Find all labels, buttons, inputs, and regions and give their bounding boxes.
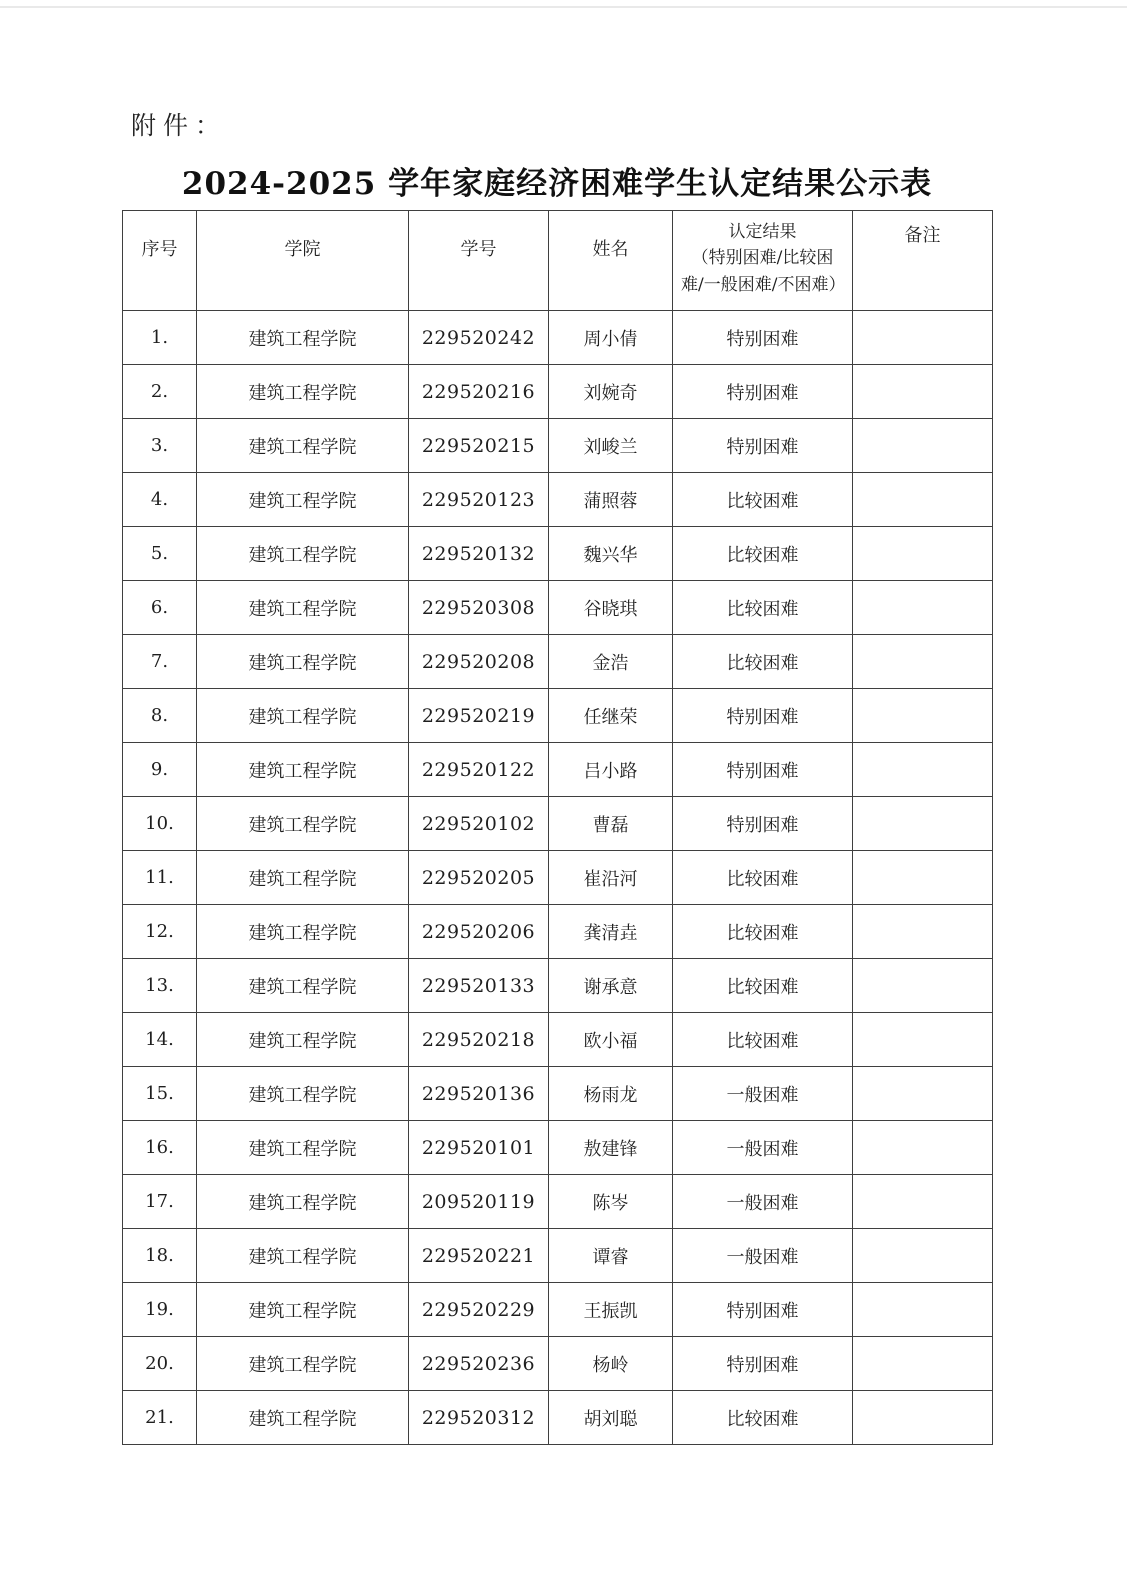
college-cell: 建筑工程学院 bbox=[197, 473, 409, 527]
row-number-cell: 7. bbox=[123, 635, 197, 689]
table-row bbox=[123, 1283, 993, 1337]
remark-cell bbox=[853, 1067, 993, 1121]
name-cell: 曹磊 bbox=[549, 797, 673, 851]
table-row bbox=[123, 311, 993, 365]
student-id-cell: 229520221 bbox=[409, 1229, 549, 1283]
remark-cell bbox=[853, 581, 993, 635]
remark-cell bbox=[853, 635, 993, 689]
student-id-cell: 229520133 bbox=[409, 959, 549, 1013]
header-row bbox=[123, 211, 993, 311]
row-number-cell: 3. bbox=[123, 419, 197, 473]
table-row bbox=[123, 905, 993, 959]
row-number-cell: 9. bbox=[123, 743, 197, 797]
student-id-cell: 229520312 bbox=[409, 1391, 549, 1445]
student-id-cell: 229520132 bbox=[409, 527, 549, 581]
name-cell: 魏兴华 bbox=[549, 527, 673, 581]
header-college: 学院 bbox=[197, 211, 409, 311]
name-cell: 金浩 bbox=[549, 635, 673, 689]
table-row bbox=[123, 959, 993, 1013]
table-row bbox=[123, 743, 993, 797]
student-id-cell: 229520102 bbox=[409, 797, 549, 851]
college-cell: 建筑工程学院 bbox=[197, 1283, 409, 1337]
row-number-cell: 2. bbox=[123, 365, 197, 419]
page-title: 2024-2025 学年家庭经济困难学生认定结果公示表 bbox=[181, 166, 933, 202]
result-cell: 比较困难 bbox=[673, 581, 853, 635]
college-cell: 建筑工程学院 bbox=[197, 1229, 409, 1283]
student-id-cell: 229520208 bbox=[409, 635, 549, 689]
college-cell: 建筑工程学院 bbox=[197, 527, 409, 581]
college-cell: 建筑工程学院 bbox=[197, 1067, 409, 1121]
college-cell: 建筑工程学院 bbox=[197, 1337, 409, 1391]
remark-cell bbox=[853, 311, 993, 365]
remark-cell bbox=[853, 1175, 993, 1229]
name-cell: 谷晓琪 bbox=[549, 581, 673, 635]
remark-cell bbox=[853, 1121, 993, 1175]
row-number-cell: 16. bbox=[123, 1121, 197, 1175]
result-cell: 比较困难 bbox=[673, 1391, 853, 1445]
row-number-cell: 1. bbox=[123, 311, 197, 365]
row-number-cell: 21. bbox=[123, 1391, 197, 1445]
row-number-cell: 17. bbox=[123, 1175, 197, 1229]
remark-cell bbox=[853, 1391, 993, 1445]
student-id-cell: 229520122 bbox=[409, 743, 549, 797]
name-cell: 谢承意 bbox=[549, 959, 673, 1013]
table-row bbox=[123, 1391, 993, 1445]
result-cell: 一般困难 bbox=[673, 1175, 853, 1229]
result-cell: 一般困难 bbox=[673, 1229, 853, 1283]
remark-cell bbox=[853, 1337, 993, 1391]
remark-cell bbox=[853, 851, 993, 905]
row-number-cell: 13. bbox=[123, 959, 197, 1013]
name-cell: 吕小路 bbox=[549, 743, 673, 797]
row-number-cell: 6. bbox=[123, 581, 197, 635]
result-cell: 特别困难 bbox=[673, 689, 853, 743]
remark-cell bbox=[853, 905, 993, 959]
table-row bbox=[123, 1121, 993, 1175]
remark-cell bbox=[853, 527, 993, 581]
name-cell: 崔沿河 bbox=[549, 851, 673, 905]
result-cell: 特别困难 bbox=[673, 797, 853, 851]
table-row bbox=[123, 527, 993, 581]
college-cell: 建筑工程学院 bbox=[197, 689, 409, 743]
row-number-cell: 18. bbox=[123, 1229, 197, 1283]
table-row bbox=[123, 365, 993, 419]
college-cell: 建筑工程学院 bbox=[197, 905, 409, 959]
header-result bbox=[673, 211, 853, 311]
header-result-line2: （特别困难/比较困难/一般困难/不困难） bbox=[681, 248, 846, 295]
remark-cell bbox=[853, 365, 993, 419]
result-cell: 特别困难 bbox=[673, 365, 853, 419]
row-number-cell: 15. bbox=[123, 1067, 197, 1121]
results-table bbox=[122, 210, 993, 1445]
student-id-cell: 229520236 bbox=[409, 1337, 549, 1391]
name-cell: 杨雨龙 bbox=[549, 1067, 673, 1121]
table-row bbox=[123, 635, 993, 689]
result-cell: 比较困难 bbox=[673, 959, 853, 1013]
student-id-cell: 229520218 bbox=[409, 1013, 549, 1067]
college-cell: 建筑工程学院 bbox=[197, 1121, 409, 1175]
table-row bbox=[123, 689, 993, 743]
result-cell: 比较困难 bbox=[673, 851, 853, 905]
result-cell: 比较困难 bbox=[673, 1013, 853, 1067]
student-id-cell: 229520205 bbox=[409, 851, 549, 905]
remark-cell bbox=[853, 797, 993, 851]
college-cell: 建筑工程学院 bbox=[197, 959, 409, 1013]
college-cell: 建筑工程学院 bbox=[197, 1013, 409, 1067]
college-cell: 建筑工程学院 bbox=[197, 851, 409, 905]
result-cell: 一般困难 bbox=[673, 1121, 853, 1175]
table-row bbox=[123, 1067, 993, 1121]
result-cell: 一般困难 bbox=[673, 1067, 853, 1121]
name-cell: 欧小福 bbox=[549, 1013, 673, 1067]
header-remark: 备注 bbox=[853, 211, 993, 311]
name-cell: 胡刘聪 bbox=[549, 1391, 673, 1445]
student-id-cell: 229520308 bbox=[409, 581, 549, 635]
college-cell: 建筑工程学院 bbox=[197, 1391, 409, 1445]
name-cell: 刘婉奇 bbox=[549, 365, 673, 419]
remark-cell bbox=[853, 419, 993, 473]
header-name: 姓名 bbox=[549, 211, 673, 311]
result-cell: 特别困难 bbox=[673, 1337, 853, 1391]
row-number-cell: 20. bbox=[123, 1337, 197, 1391]
header-no: 序号 bbox=[123, 211, 197, 311]
name-cell: 王振凯 bbox=[549, 1283, 673, 1337]
name-cell: 周小倩 bbox=[549, 311, 673, 365]
remark-cell bbox=[853, 1283, 993, 1337]
header-result-line1: 认定结果 bbox=[728, 222, 797, 242]
remark-cell bbox=[853, 1013, 993, 1067]
attachment-label: 附件： bbox=[131, 111, 228, 140]
table-row bbox=[123, 797, 993, 851]
college-cell: 建筑工程学院 bbox=[197, 743, 409, 797]
student-id-cell: 229520101 bbox=[409, 1121, 549, 1175]
student-id-cell: 229520219 bbox=[409, 689, 549, 743]
result-cell: 比较困难 bbox=[673, 905, 853, 959]
table-row bbox=[123, 473, 993, 527]
name-cell: 陈岑 bbox=[549, 1175, 673, 1229]
remark-cell bbox=[853, 743, 993, 797]
student-id-cell: 229520206 bbox=[409, 905, 549, 959]
table-row bbox=[123, 1175, 993, 1229]
college-cell: 建筑工程学院 bbox=[197, 797, 409, 851]
remark-cell bbox=[853, 473, 993, 527]
table-row bbox=[123, 1337, 993, 1391]
result-cell: 比较困难 bbox=[673, 527, 853, 581]
table-row bbox=[123, 581, 993, 635]
result-cell: 比较困难 bbox=[673, 473, 853, 527]
college-cell: 建筑工程学院 bbox=[197, 635, 409, 689]
header-student-id: 学号 bbox=[409, 211, 549, 311]
table-row bbox=[123, 1013, 993, 1067]
college-cell: 建筑工程学院 bbox=[197, 1175, 409, 1229]
table-row bbox=[123, 419, 993, 473]
college-cell: 建筑工程学院 bbox=[197, 419, 409, 473]
result-cell: 特别困难 bbox=[673, 311, 853, 365]
table-row bbox=[123, 1229, 993, 1283]
scan-edge-line bbox=[0, 6, 1127, 8]
row-number-cell: 4. bbox=[123, 473, 197, 527]
remark-cell bbox=[853, 1229, 993, 1283]
student-id-cell: 229520136 bbox=[409, 1067, 549, 1121]
name-cell: 任继荣 bbox=[549, 689, 673, 743]
student-id-cell: 209520119 bbox=[409, 1175, 549, 1229]
college-cell: 建筑工程学院 bbox=[197, 581, 409, 635]
name-cell: 谭睿 bbox=[549, 1229, 673, 1283]
result-cell: 特别困难 bbox=[673, 743, 853, 797]
student-id-cell: 229520215 bbox=[409, 419, 549, 473]
remark-cell bbox=[853, 959, 993, 1013]
row-number-cell: 5. bbox=[123, 527, 197, 581]
student-id-cell: 229520242 bbox=[409, 311, 549, 365]
name-cell: 敖建锋 bbox=[549, 1121, 673, 1175]
result-cell: 比较困难 bbox=[673, 635, 853, 689]
table-row bbox=[123, 851, 993, 905]
result-cell: 特别困难 bbox=[673, 419, 853, 473]
name-cell: 杨岭 bbox=[549, 1337, 673, 1391]
name-cell: 蒲照蓉 bbox=[549, 473, 673, 527]
row-number-cell: 11. bbox=[123, 851, 197, 905]
row-number-cell: 12. bbox=[123, 905, 197, 959]
name-cell: 龚清垚 bbox=[549, 905, 673, 959]
result-cell: 特别困难 bbox=[673, 1283, 853, 1337]
row-number-cell: 19. bbox=[123, 1283, 197, 1337]
student-id-cell: 229520123 bbox=[409, 473, 549, 527]
row-number-cell: 8. bbox=[123, 689, 197, 743]
name-cell: 刘峻兰 bbox=[549, 419, 673, 473]
student-id-cell: 229520229 bbox=[409, 1283, 549, 1337]
row-number-cell: 14. bbox=[123, 1013, 197, 1067]
college-cell: 建筑工程学院 bbox=[197, 365, 409, 419]
college-cell: 建筑工程学院 bbox=[197, 311, 409, 365]
student-id-cell: 229520216 bbox=[409, 365, 549, 419]
remark-cell bbox=[853, 689, 993, 743]
row-number-cell: 10. bbox=[123, 797, 197, 851]
